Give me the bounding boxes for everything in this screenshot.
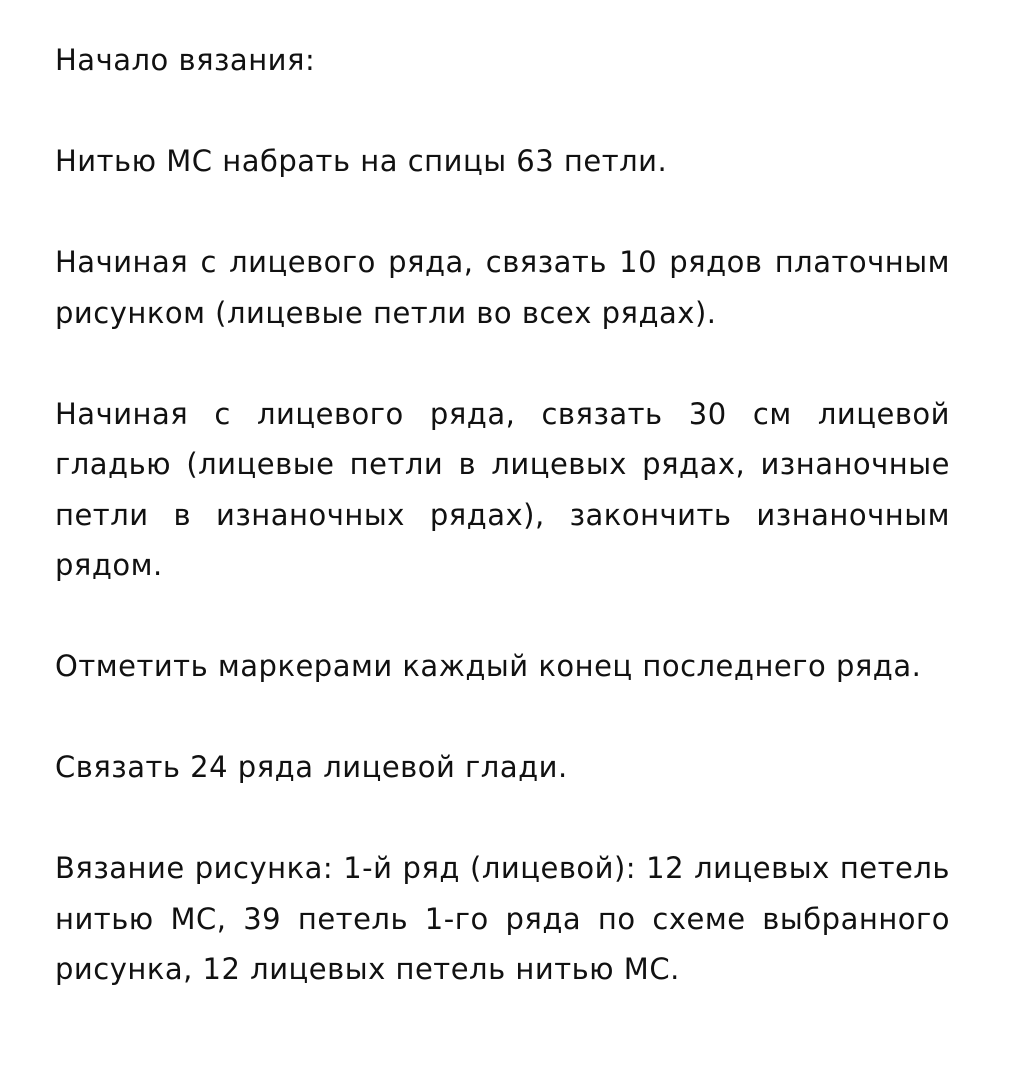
- garter-stitch-instruction: Начиная с лицевого ряда, связать 10 рядов платочным рисунком (лицевые петли во всех рядах).: [55, 245, 950, 330]
- marker-instruction: Отметить маркерами каждый конец последнего ряда.: [55, 649, 922, 683]
- section-heading: Начало вязания:: [55, 43, 316, 77]
- instructions-text: [55, 35, 950, 995]
- stockinette-instruction: Начиная с лицевого ряда, связать 30 см лицевой гладью (лицевые петли в лицевых рядах, изнаночные петли в изнаночных рядах), закончить изнаночным рядом.: [55, 396, 950, 582]
- pattern-instruction: Вязание рисунка: 1-й ряд (лицевой): 12 лицевых петель нитью МС, 39 петель 1-го ряда по схеме выбранного рисунка, 12 лицевых петель нитью МС.: [55, 851, 950, 986]
- stockinette-rows-instruction: Связать 24 ряда лицевой глади.: [55, 750, 568, 784]
- cast-on-instruction: Нитью МС набрать на спицы 63 петли.: [55, 144, 668, 178]
